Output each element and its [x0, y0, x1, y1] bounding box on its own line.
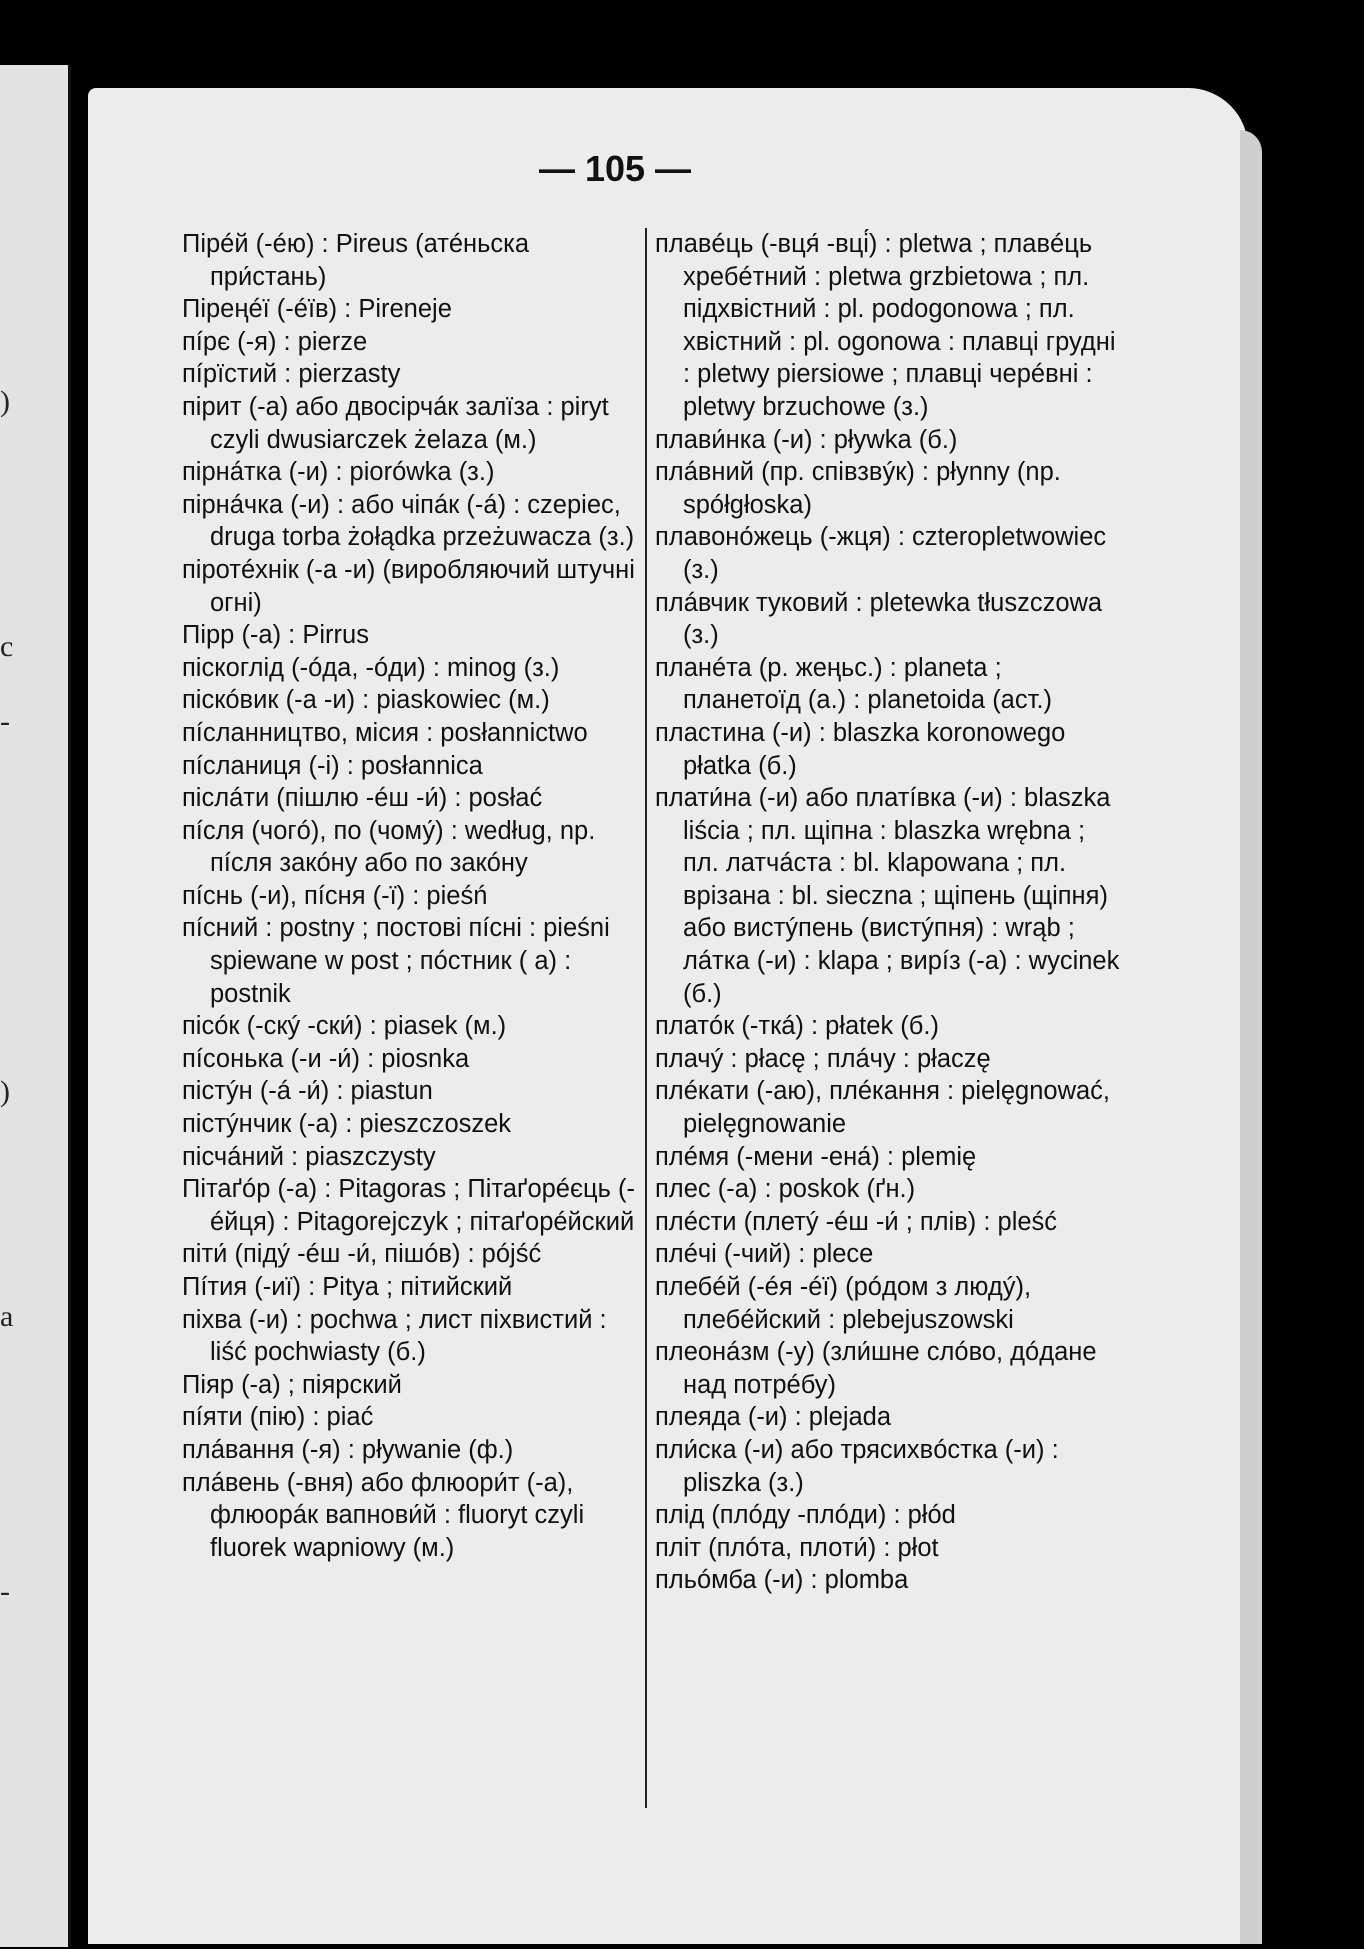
dictionary-entry: плáвання (-я) : pływanie (ф.): [182, 1435, 514, 1464]
dictionary-entry: планéта (р. жеңьс.) : planeta ; планетоїд (а.) : planetoida (аст.): [655, 653, 1053, 715]
dictionary-entry: плéчі (-чий) : plece: [655, 1240, 874, 1269]
left-edge-fragment: ): [0, 1075, 10, 1108]
dictionary-entry: пли́ска (-и) або трясихвóстка (-и) : pliszka (з.): [655, 1435, 1059, 1497]
dictionary-entry: плеонáзм (-у) (зли́шне слóво, дóдане над потрéбу): [655, 1338, 1097, 1399]
dictionary-entry: пíсля (чогó), по (чому́) : według, np. пíсля закóну або по закóну: [182, 816, 596, 878]
dictionary-entry: пістýнчик (-а) : pieszczoszek: [182, 1110, 512, 1139]
page-edge-shadow: [1240, 130, 1262, 1944]
page-number: — 105 —: [538, 148, 692, 189]
dictionary-entry: плавéць (-вця́ -вці́) : pletwa ; плавéць хребéтний : pletwa grzbietowa ; пл. підхвістний : pl. podogonowa ; пл. хвістний : pl. ogonowa : плавці грудні : pletwy piersiowe ; плавці черéвні : pletwy brzuchowe (з.): [655, 230, 1116, 421]
dictionary-entry: пісóк (-скý -ски́) : piasek (м.): [182, 1012, 507, 1041]
dictionary-entry: пістýн (-á -и́) : piastun: [182, 1077, 433, 1106]
dictionary-entry: пірнáтка (-и) : piorówka (з.): [182, 458, 495, 487]
dictionary-entry: пíсонька (-и -и́) : piosnka: [182, 1044, 470, 1073]
dictionary-entry: Піреңéї (-éїв) : Pireneje: [182, 295, 452, 324]
column-divider: [645, 228, 647, 1808]
dictionary-entry: Пірéй (-éю) : Pireus (атéньска при́стань): [182, 230, 530, 291]
dictionary-entry: піхва (-и) : pochwa ; лист піхвистий : liść pochwiasty (б.): [182, 1305, 607, 1367]
dictionary-entry: плебéй (-éя -éї) (рóдом з людý), плебéйский : plebejuszowski: [655, 1273, 1032, 1334]
dictionary-entry: пльóмба (-и) : plomba: [655, 1566, 909, 1595]
dictionary-entry: плід (плóду -плóди) : płód: [655, 1501, 956, 1530]
dictionary-entry: плéмя (-мени -ена́) : plemię: [655, 1142, 977, 1171]
dictionary-entry: плес (-а) : poskok (ґн.): [655, 1175, 916, 1204]
right-dictionary-column: [655, 228, 1120, 1597]
dictionary-entry: пірнáчка (-и) : або чіпáк (-á) : czepiec, druga torba żołądka przeżuwacza (з.): [182, 490, 635, 552]
dictionary-entry: піти́ (піду́ -éш -и́, пішóв) : pójść: [182, 1240, 542, 1269]
dictionary-entry: плави́нка (-и) : pływka (б.): [655, 425, 958, 454]
dictionary-entry: плéкати (-аю), плéкання : pielęgnować, pielęgnowanie: [655, 1077, 1111, 1139]
dictionary-entry: пліт (плóта, плоти́) : płot: [655, 1533, 939, 1562]
dictionary-entry: плавоно́жець (-жця) : czteropletwowiec (з.): [655, 523, 1107, 584]
dictionary-entry: плéсти (плетý -éш -и́ ; плів) : pleść: [655, 1207, 1058, 1236]
dictionary-entry: Піяр (-а) ; піярский: [182, 1370, 402, 1399]
dictionary-entry: плачý : płacę ; плáчу : płaczę: [655, 1044, 991, 1073]
dictionary-entry: Пірр (-а) : Pirrus: [182, 621, 369, 650]
dictionary-entry: піскоглід (-óда, -óди) : minog (з.): [182, 653, 560, 682]
dictionary-entry: платóк (-ткá) : płatek (б.): [655, 1012, 939, 1041]
left-edge-fragment: -: [0, 705, 10, 738]
dictionary-entry: Пíтия (-иї) : Pitya ; пітийский: [182, 1273, 513, 1301]
dictionary-entry: плáвний (пр. співзвýк) : płynny (np. spółgłoska): [655, 458, 1061, 519]
dictionary-entry: пíсний : postny ; постові пíсні : pieśni spiewane w post ; пóстник ( а) : postnik: [182, 914, 610, 1008]
dictionary-entry: пíсланиця (-і) : posłannica: [182, 751, 483, 780]
dictionary-entry: Пітаґóр (-а) : Pitagoras ; Пітаґорéєць (-éйця) : Pitagorejczyk ; пітаґорéйский: [182, 1175, 635, 1236]
dictionary-entry: пíяти (пію) : piać: [182, 1403, 374, 1432]
dictionary-entry: піротéхнік (-а -и) (виробляючий штучні огні): [182, 555, 635, 617]
left-edge-fragment: a: [0, 1300, 14, 1333]
dictionary-entry: пíрє (-я) : pierze: [182, 327, 368, 356]
left-edge-fragment: ): [0, 385, 10, 418]
dictionary-entry: піскóвик (-а -и) : piaskowiec (м.): [182, 686, 550, 715]
dictionary-entry: пірит (-а) або двосірчáк залїза : piryt czyli dwusiarczek żelaza (м.): [182, 392, 609, 454]
dictionary-entry: плáвень (-вня) або флюори́т (-а), флюорáк вапнови́й : fluoryt czyli fluorek wapniowy (м.): [182, 1468, 585, 1562]
dictionary-entry: плеяда (-и) : plejada: [655, 1403, 892, 1432]
dictionary-entry: плáвчик туковий : pletewka tłuszczowa (з.): [655, 588, 1103, 650]
dictionary-entry: пластина (-и) : blaszka koronowego płatka (б.): [655, 718, 1066, 780]
dictionary-entry: пíсланництво, місия : posłannictwo: [182, 718, 588, 747]
previous-page-edge: [0, 65, 71, 1947]
left-edge-fragment: -: [0, 1575, 10, 1608]
dictionary-entry: пíснь (-и), пíсня (-ї) : pieśń: [182, 881, 488, 910]
left-dictionary-column: [182, 228, 642, 1564]
dictionary-entry: післáти (пішлю -éш -и́) : posłać: [182, 784, 543, 813]
left-edge-fragment: c: [0, 630, 14, 663]
dictionary-entry: пíрїстий : pierzasty: [182, 360, 401, 389]
dictionary-entry: пісчáний : piaszczysty: [182, 1142, 436, 1171]
dictionary-entry: плати́на (-и) або платíвка (-и) : blaszka liścia ; пл. щіпна : blaszka wrębna ; пл. латчáста : bl. klapowana ; пл. врізана : bl. sieczna ; щіпень (щіпня) або вистýпень (вистýпня) : wrąb ; лáтка (-и) : klapa ; вирíз (-а) : wycinek (б.): [655, 784, 1120, 1008]
